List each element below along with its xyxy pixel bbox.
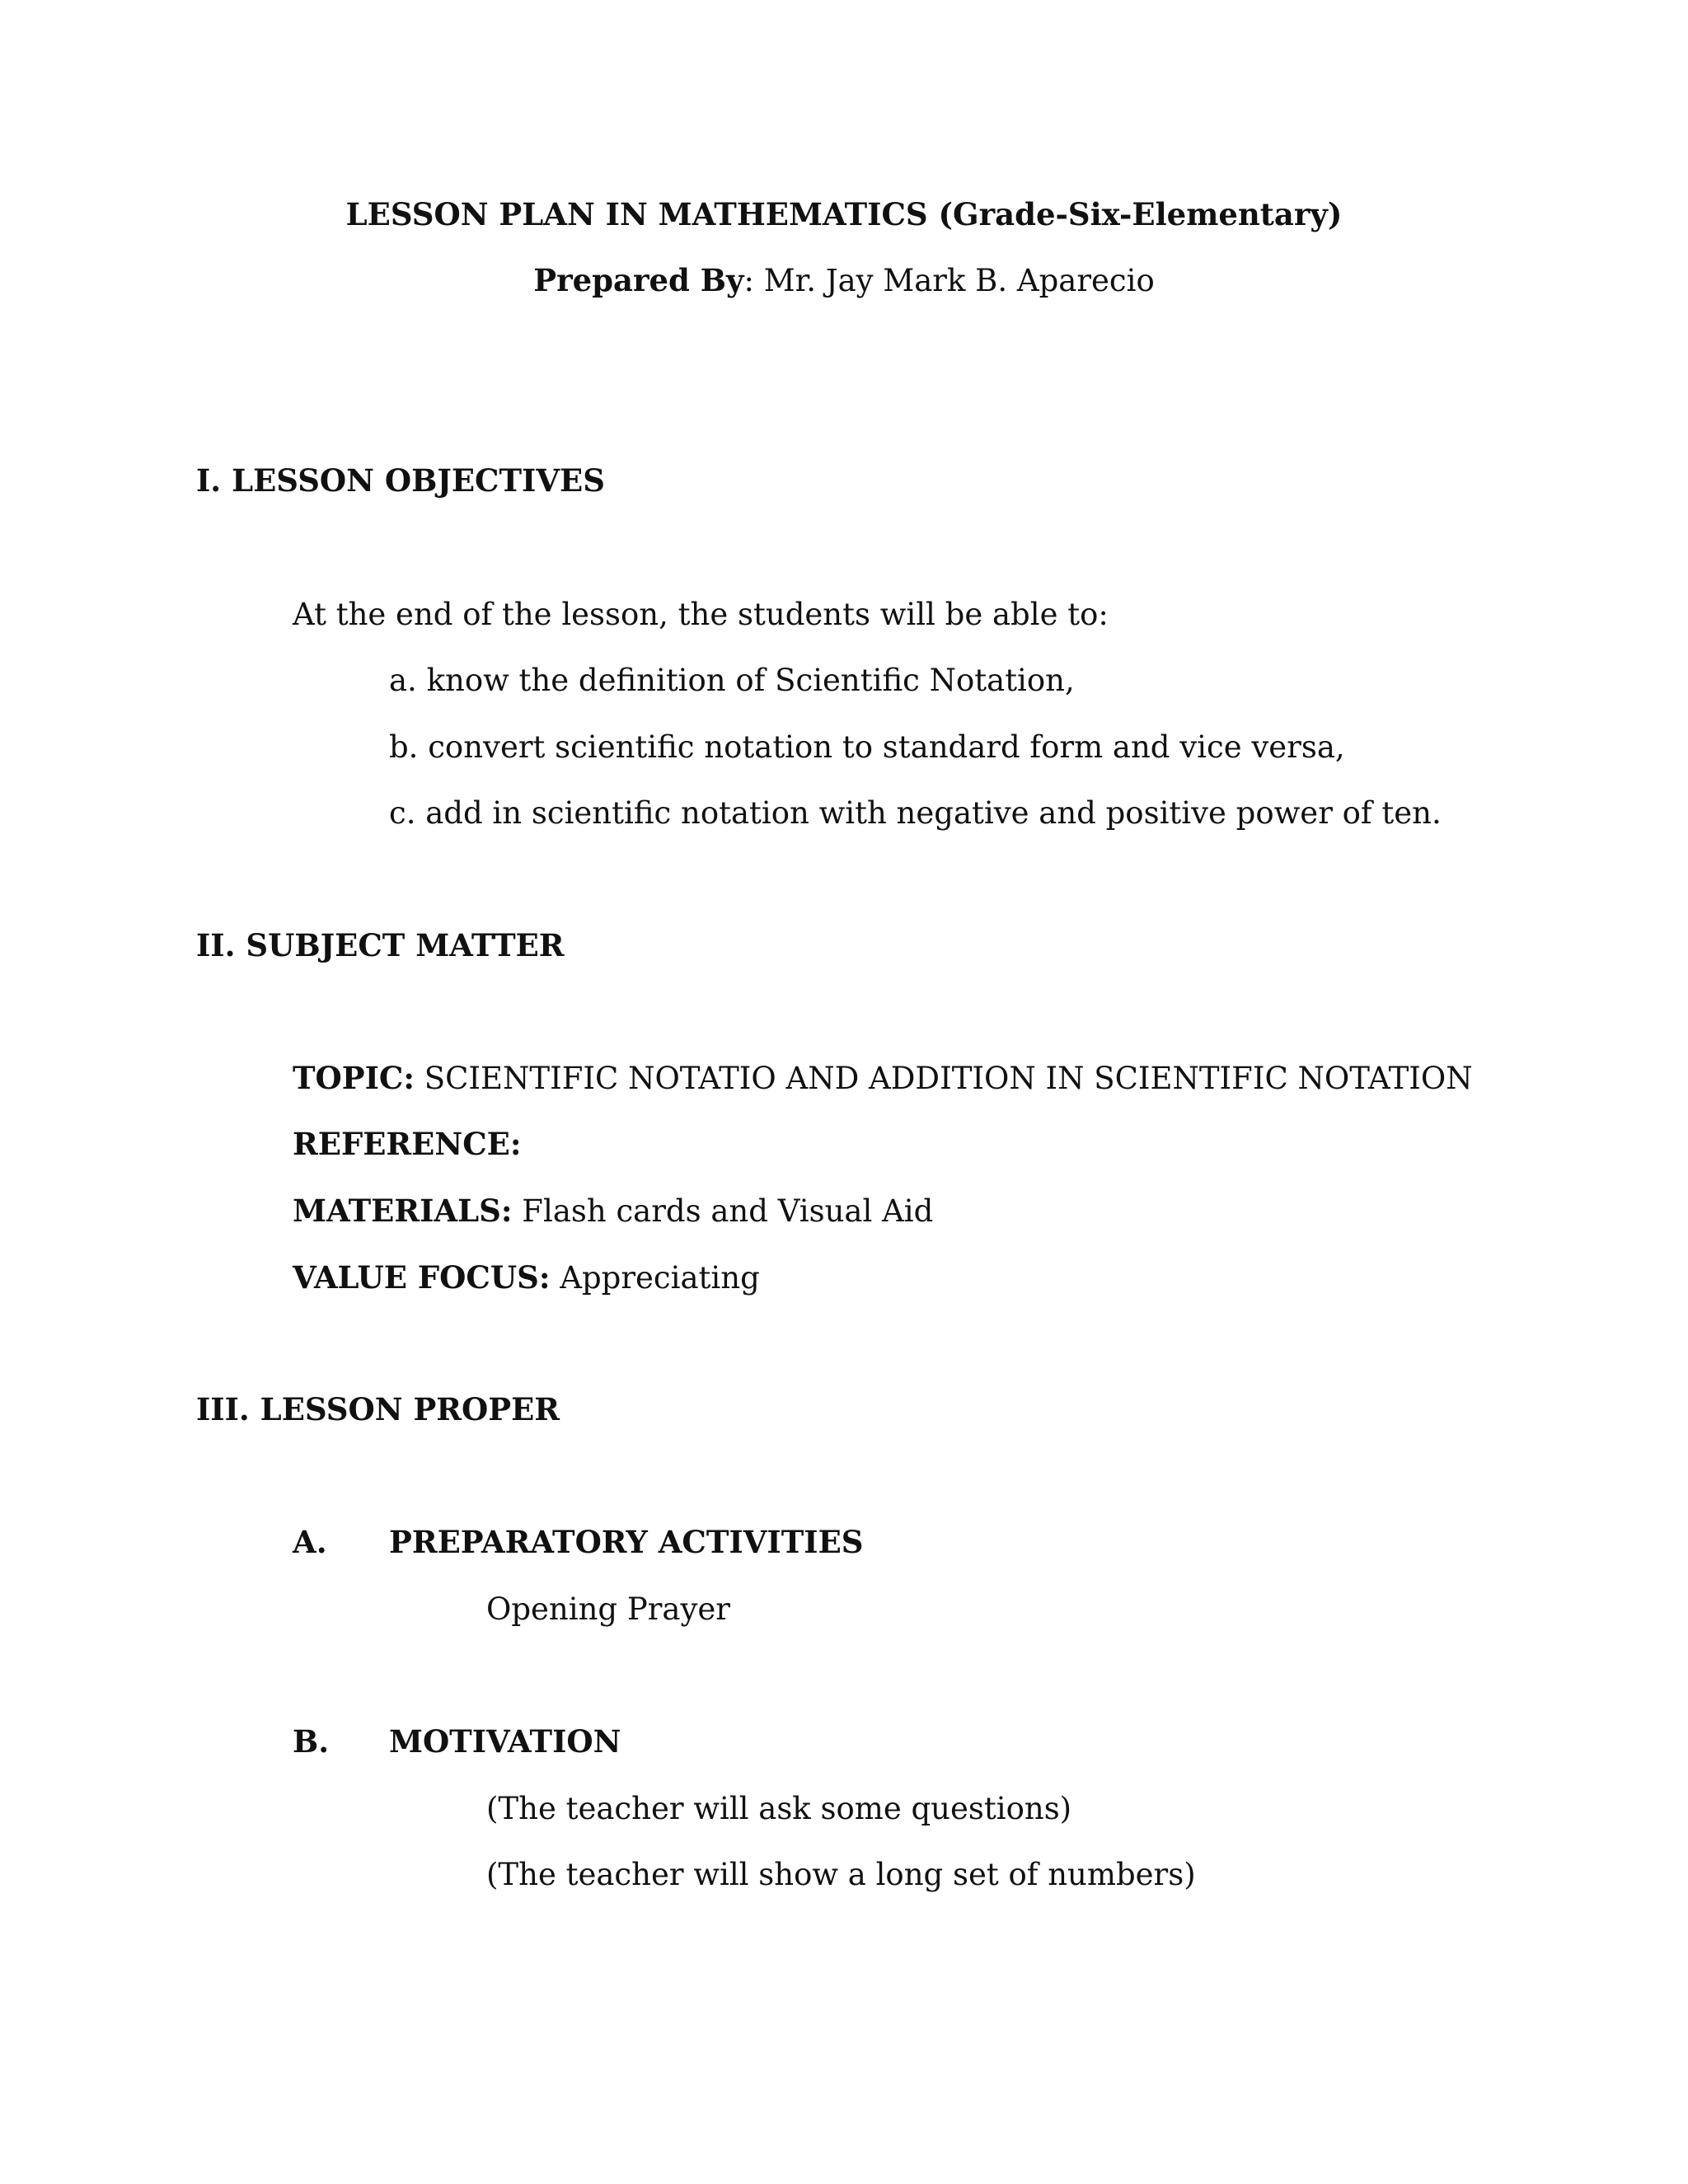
lesson-proper-heading: III. LESSON PROPER [196,1391,560,1427]
prepared-by-label: Prepared By [533,262,744,298]
topic-label: TOPIC: [293,1060,415,1096]
topic-line [293,1060,1473,1096]
objectives-intro: At the end of the lesson, the students will be able to: [293,597,1109,632]
reference-label: REFERENCE: [293,1126,522,1162]
value-focus-label: VALUE FOCUS: [293,1259,551,1296]
section-title-preparatory: PREPARATORY ACTIVITIES [389,1524,864,1560]
section-letter: A. [293,1524,327,1560]
objective-item: b. convert scientific notation to standard form and vice versa, [389,729,1345,765]
section-line: Opening Prayer [486,1591,730,1627]
prepared-by-value: : Mr. Jay Mark B. Aparecio [743,263,1155,298]
materials-value: Flash cards and Visual Aid [512,1193,934,1229]
materials-label: MATERIALS: [293,1193,513,1229]
objectives-heading: I. LESSON OBJECTIVES [196,462,605,499]
section-line: (The teacher will show a long set of numbers) [486,1857,1196,1892]
topic-value: SCIENTIFIC NOTATIO AND ADDITION IN SCIENTIFIC NOTATION [415,1061,1473,1096]
materials-line [293,1193,934,1229]
subject-matter-heading: II. SUBJECT MATTER [196,927,565,963]
reference-line [293,1126,522,1162]
objective-item: a. know the definition of Scientific Notation, [389,663,1075,698]
section-title-motivation: MOTIVATION [389,1723,621,1760]
objective-item: c. add in scientific notation with negative and positive power of ten. [389,795,1442,831]
value-focus-value: Appreciating [550,1260,760,1296]
value-focus-line [293,1259,760,1296]
section-letter: B. [293,1723,330,1760]
section-line: (The teacher will ask some questions) [486,1791,1072,1826]
document-title: LESSON PLAN IN MATHEMATICS (Grade-Six-Elementary) [345,196,1343,232]
prepared-by-line [0,262,1688,298]
